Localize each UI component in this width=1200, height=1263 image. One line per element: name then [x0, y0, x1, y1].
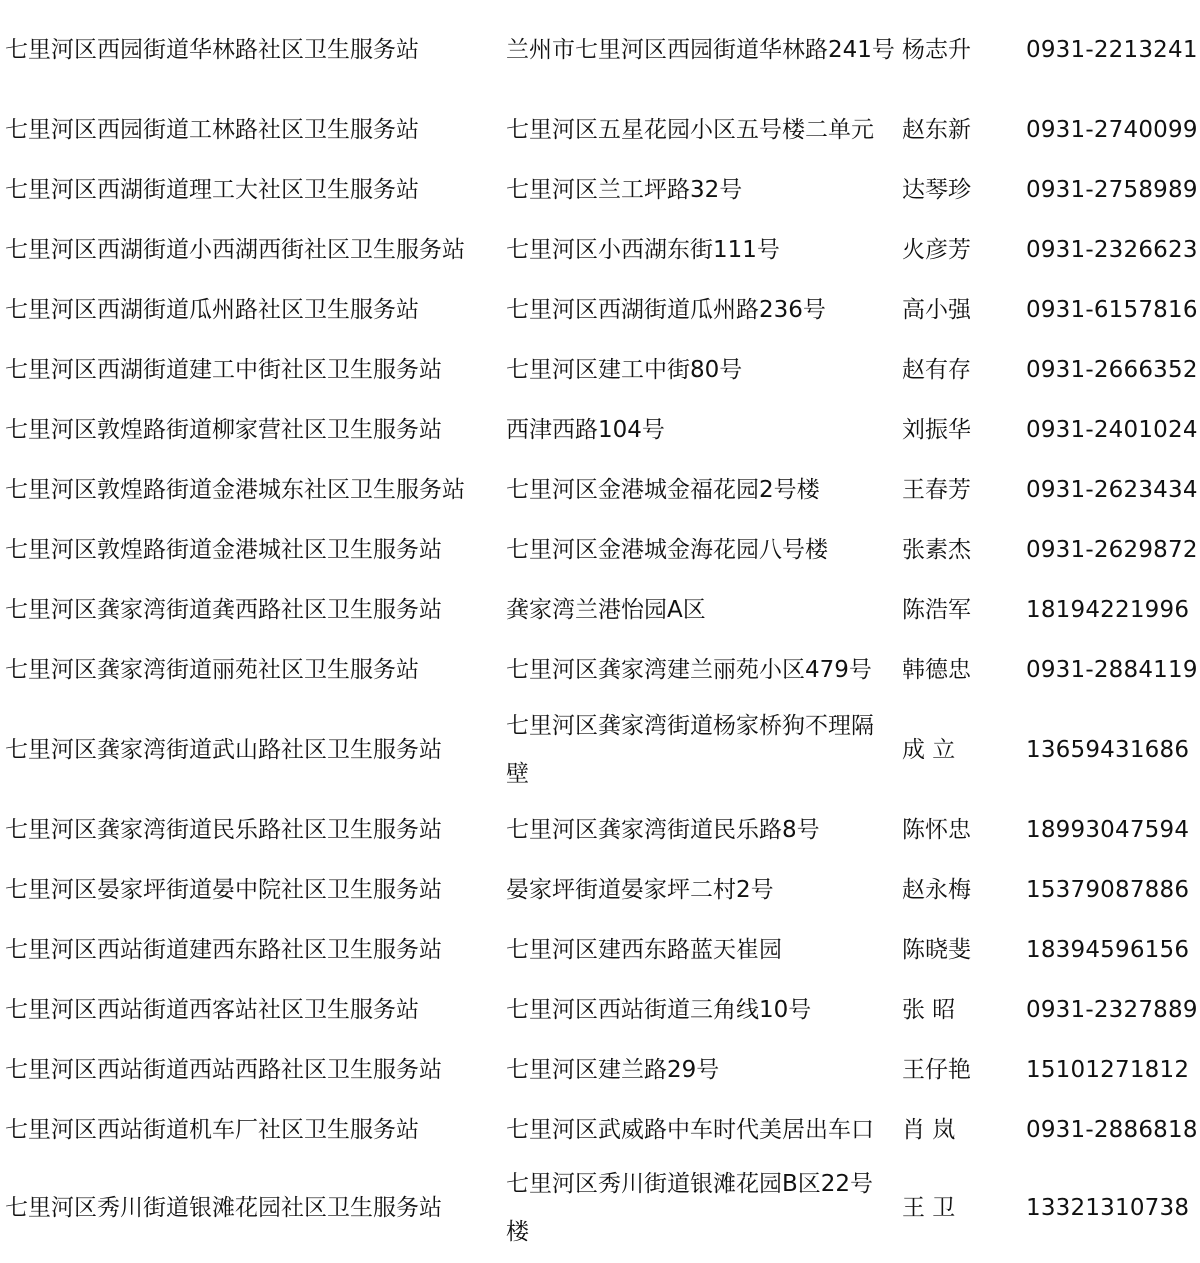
station-contact: 王仔艳	[902, 1057, 971, 1083]
station-phone: 0931-2401024	[1026, 417, 1198, 443]
station-contact: 杨志升	[902, 37, 971, 63]
station-name: 七里河区西湖街道小西湖西街社区卫生服务站	[5, 237, 465, 263]
station-address: 龚家湾兰港怡园A区	[506, 597, 706, 623]
table-row	[0, 0, 1200, 100]
station-phone: 0931-6157816	[1026, 297, 1198, 323]
station-phone: 0931-2327889	[1026, 997, 1198, 1023]
station-address: 七里河区武威路中车时代美居出车口	[506, 1117, 874, 1143]
station-name: 七里河区敦煌路街道金港城社区卫生服务站	[5, 537, 442, 563]
station-phone: 0931-2758989	[1026, 177, 1198, 203]
station-contact: 王 卫	[902, 1195, 956, 1221]
station-address: 七里河区西站街道三角线10号	[506, 997, 812, 1023]
station-name: 七里河区晏家坪街道晏中院社区卫生服务站	[5, 877, 442, 903]
station-name: 七里河区敦煌路街道金港城东社区卫生服务站	[5, 477, 465, 503]
station-name: 七里河区龚家湾街道龚西路社区卫生服务站	[5, 597, 442, 623]
station-contact: 赵有存	[902, 357, 971, 383]
station-address: 七里河区小西湖东街111号	[506, 237, 780, 263]
station-address: 七里河区建兰路29号	[506, 1057, 720, 1083]
table-row	[0, 400, 1200, 460]
station-name: 七里河区西湖街道建工中街社区卫生服务站	[5, 357, 442, 383]
table-row	[0, 160, 1200, 220]
station-contact: 刘振华	[902, 417, 971, 443]
station-contact: 陈浩军	[902, 597, 971, 623]
table-row	[0, 920, 1200, 980]
station-contact: 张素杰	[902, 537, 971, 563]
station-name: 七里河区敦煌路街道柳家营社区卫生服务站	[5, 417, 442, 443]
station-phone: 13659431686	[1026, 737, 1190, 763]
station-contact: 高小强	[902, 297, 971, 323]
table-row	[0, 220, 1200, 280]
station-address: 兰州市七里河区西园街道华林路241号	[506, 37, 895, 63]
station-phone: 0931-2623434	[1026, 477, 1198, 503]
station-address: 七里河区金港城金海花园八号楼	[506, 537, 828, 563]
station-name: 七里河区西湖街道瓜州路社区卫生服务站	[5, 297, 419, 323]
station-address: 七里河区金港城金福花园2号楼	[506, 477, 820, 503]
station-name: 七里河区西园街道工林路社区卫生服务站	[5, 117, 419, 143]
table-row	[0, 700, 1200, 800]
table-row	[0, 100, 1200, 160]
table-row	[0, 860, 1200, 920]
station-address: 七里河区龚家湾街道民乐路8号	[506, 817, 820, 843]
table-row	[0, 1100, 1200, 1160]
table-row	[0, 980, 1200, 1040]
station-address: 七里河区兰工坪路32号	[506, 177, 743, 203]
station-contact: 肖 岚	[902, 1117, 956, 1143]
station-contact: 赵永梅	[902, 877, 971, 903]
station-address: 七里河区西湖街道瓜州路236号	[506, 297, 826, 323]
table-row	[0, 640, 1200, 700]
table-row	[0, 580, 1200, 640]
station-name: 七里河区西站街道机车厂社区卫生服务站	[5, 1117, 419, 1143]
station-name: 七里河区西站街道西客站社区卫生服务站	[5, 997, 419, 1023]
table-row	[0, 520, 1200, 580]
station-phone: 0931-2213241	[1026, 37, 1198, 63]
station-phone: 0931-2886818	[1026, 1117, 1198, 1143]
table-row	[0, 460, 1200, 520]
station-phone: 0931-2629872	[1026, 537, 1198, 563]
station-address: 七里河区五星花园小区五号楼二单元	[506, 117, 874, 143]
station-phone: 15101271812	[1026, 1057, 1190, 1083]
station-phone: 0931-2884119	[1026, 657, 1198, 683]
station-address: 七里河区龚家湾建兰丽苑小区479号	[506, 657, 872, 683]
station-name: 七里河区西湖街道理工大社区卫生服务站	[5, 177, 419, 203]
station-address: 七里河区建西东路蓝天崔园	[506, 937, 782, 963]
table-row	[0, 800, 1200, 860]
station-contact: 王春芳	[902, 477, 971, 503]
station-address: 晏家坪街道晏家坪二村2号	[506, 877, 774, 903]
station-name: 七里河区龚家湾街道丽苑社区卫生服务站	[5, 657, 419, 683]
station-contact: 达琴珍	[902, 177, 971, 203]
station-address: 七里河区建工中街80号	[506, 357, 743, 383]
station-contact: 韩德忠	[902, 657, 971, 683]
table-row	[0, 1040, 1200, 1100]
station-contact: 陈晓斐	[902, 937, 971, 963]
station-name: 七里河区秀川街道银滩花园社区卫生服务站	[5, 1195, 442, 1221]
station-name: 七里河区龚家湾街道武山路社区卫生服务站	[5, 737, 442, 763]
station-contact: 张 昭	[902, 997, 956, 1023]
station-name: 七里河区西站街道建西东路社区卫生服务站	[5, 937, 442, 963]
station-name: 七里河区西站街道西站西路社区卫生服务站	[5, 1057, 442, 1083]
station-phone: 15379087886	[1026, 877, 1190, 903]
station-name: 七里河区龚家湾街道民乐路社区卫生服务站	[5, 817, 442, 843]
station-phone: 18394596156	[1026, 937, 1190, 963]
station-contact: 成 立	[902, 737, 956, 763]
table-row	[0, 280, 1200, 340]
station-address: 七里河区秀川街道银滩花园B区22号楼	[506, 1171, 874, 1245]
station-address: 七里河区龚家湾街道杨家桥狗不理隔壁	[506, 713, 874, 787]
station-phone: 18993047594	[1026, 817, 1190, 843]
table-row	[0, 1160, 1200, 1256]
station-phone: 18194221996	[1026, 597, 1190, 623]
table-row	[0, 340, 1200, 400]
station-contact: 火彦芳	[902, 237, 971, 263]
station-name: 七里河区西园街道华林路社区卫生服务站	[5, 37, 419, 63]
station-phone: 0931-2326623	[1026, 237, 1198, 263]
station-contact: 赵东新	[902, 117, 971, 143]
station-address: 西津西路104号	[506, 417, 665, 443]
station-phone: 13321310738	[1026, 1195, 1190, 1221]
station-contact: 陈怀忠	[902, 817, 971, 843]
station-phone: 0931-2666352	[1026, 357, 1198, 383]
station-phone: 0931-2740099	[1026, 117, 1198, 143]
